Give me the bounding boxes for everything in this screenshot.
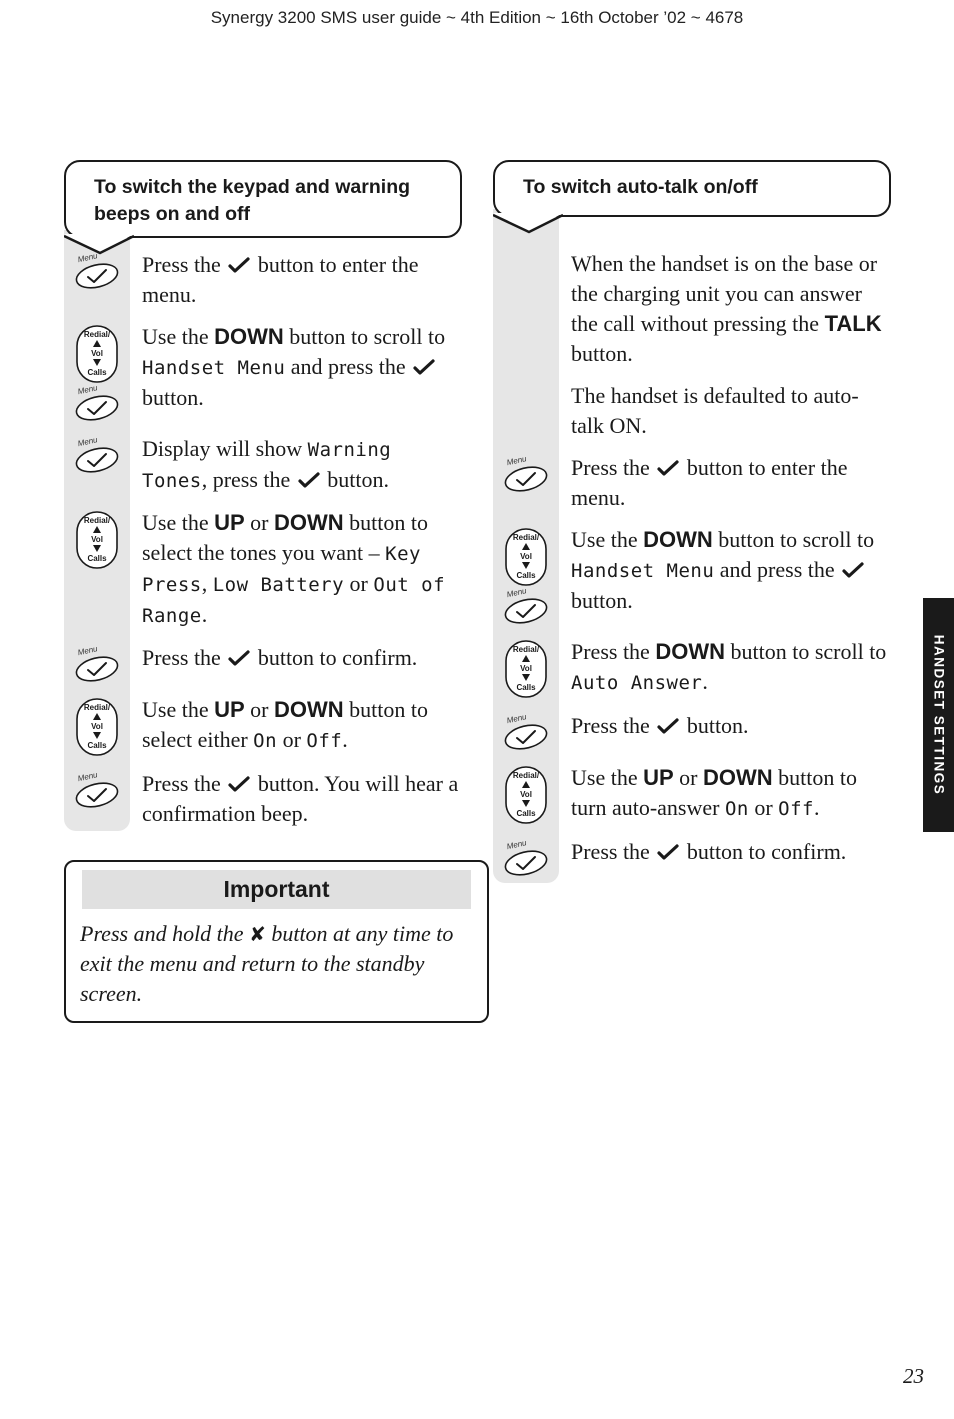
step-text: Press the button to confirm. <box>142 645 418 670</box>
ok-tick-icon <box>657 717 679 735</box>
page-header: Synergy 3200 SMS user guide ~ 4th Edition ~ 16th October ’02 ~ 4678 <box>210 8 744 27</box>
key-name: UP <box>214 510 245 535</box>
ok-tick-icon <box>413 358 435 376</box>
key-name: DOWN <box>643 527 713 552</box>
key-name: TALK <box>824 311 882 336</box>
step <box>64 769 462 831</box>
step <box>64 508 462 631</box>
display-text: Auto Answer <box>571 672 703 694</box>
key-name: UP <box>643 765 674 790</box>
step-text: Press the button. <box>571 713 749 738</box>
important-title: Important <box>82 870 471 909</box>
heading-tail-shape <box>64 234 134 256</box>
display-text: On <box>253 730 278 752</box>
step-text: Press the button to confirm. <box>571 839 847 864</box>
important-note <box>64 860 489 1023</box>
step <box>493 637 891 699</box>
menu-button-icon <box>74 771 120 809</box>
section-title: To switch auto-talk on/off <box>523 176 758 198</box>
key-name: DOWN <box>273 510 344 535</box>
menu-button-icon <box>74 252 120 290</box>
step-text: Use the DOWN button to scroll to Handset Menu and press the button. <box>571 527 875 613</box>
key-name: DOWN <box>655 639 725 664</box>
step-text: Use the UP or DOWN button to select either On or Off. <box>142 697 428 752</box>
key-name: DOWN <box>273 697 344 722</box>
key-name: DOWN <box>214 324 284 349</box>
redial-vol-calls-icon <box>503 527 549 587</box>
step <box>64 695 462 757</box>
display-text: Warning Tones <box>142 439 392 492</box>
menu-button-icon <box>503 713 549 751</box>
key-name: DOWN <box>702 765 773 790</box>
redial-vol-calls-icon <box>74 697 120 757</box>
display-text: Handset Menu <box>571 560 715 582</box>
menu-button-icon <box>503 455 549 493</box>
menu-button-icon <box>503 587 549 625</box>
heading-tail-shape <box>493 213 563 235</box>
ok-tick-icon <box>228 775 250 793</box>
display-text: Off <box>778 798 814 820</box>
ok-tick-icon <box>228 649 250 667</box>
ok-tick-icon <box>298 471 320 489</box>
important-text: Press and hold the ✘ button at any time to exit the menu and return to the standby screen. <box>80 921 454 1006</box>
step <box>64 322 462 422</box>
step <box>493 711 891 751</box>
step-text: Use the DOWN button to scroll to Handset Menu and press the button. <box>142 324 446 410</box>
keypad-beeps-section <box>64 160 462 831</box>
step-text: Use the UP or DOWN button to turn auto-answer On or Off. <box>571 765 857 820</box>
redial-vol-calls-icon <box>74 510 120 570</box>
cancel-x-icon: ✘ <box>249 922 266 946</box>
section-side-tab <box>923 598 954 832</box>
redial-vol-calls-icon <box>503 639 549 699</box>
step <box>493 525 891 625</box>
step-text: Press the DOWN button to scroll to Auto Answer. <box>571 639 887 694</box>
ok-tick-icon <box>842 561 864 579</box>
step-text: Display will show Warning Tones, press the button. <box>142 436 392 492</box>
side-tab-label: HANDSET SETTINGS <box>931 634 946 796</box>
section-title: To switch the keypad and warning beeps on and off <box>94 176 411 225</box>
menu-button-icon <box>74 384 120 422</box>
ok-tick-icon <box>228 256 250 274</box>
display-text: Low Battery <box>212 574 345 596</box>
step-text: Press the button to enter the menu. <box>571 455 848 510</box>
ok-tick-icon <box>657 843 679 861</box>
section-heading <box>493 160 891 217</box>
step-text: Press the button. You will hear a confirmation beep. <box>142 771 459 826</box>
step <box>493 763 891 825</box>
key-name: UP <box>214 697 245 722</box>
ok-tick-icon <box>657 459 679 477</box>
step-text: Press the button to enter the menu. <box>142 252 419 307</box>
page-number: 23 <box>903 1364 924 1388</box>
steps-list <box>64 230 462 831</box>
display-text: Handset Menu <box>142 357 286 379</box>
step <box>64 643 462 683</box>
section-heading <box>64 160 462 238</box>
step-text: Use the UP or DOWN button to select the tones you want – Key Press, Low Battery or Out of Range. <box>142 510 446 627</box>
menu-button-icon <box>74 645 120 683</box>
display-text: Key Press <box>142 543 421 596</box>
step <box>64 250 462 310</box>
menu-button-icon <box>503 839 549 877</box>
steps-list <box>493 209 891 883</box>
redial-vol-calls-icon <box>503 765 549 825</box>
display-text: Out of Range <box>142 574 446 627</box>
menu-button-icon <box>74 436 120 474</box>
intro-paragraph: The handset is defaulted to auto-talk ON. <box>571 383 859 438</box>
step <box>493 837 891 883</box>
display-text: Off <box>306 730 343 752</box>
display-text: On <box>724 798 749 820</box>
step <box>64 434 462 496</box>
step <box>493 453 891 513</box>
auto-talk-section <box>493 160 891 883</box>
redial-vol-calls-icon <box>74 324 120 384</box>
intro-paragraph: When the handset is on the base or the charging unit you can answer the call without pressing the TALK button. <box>571 251 882 366</box>
